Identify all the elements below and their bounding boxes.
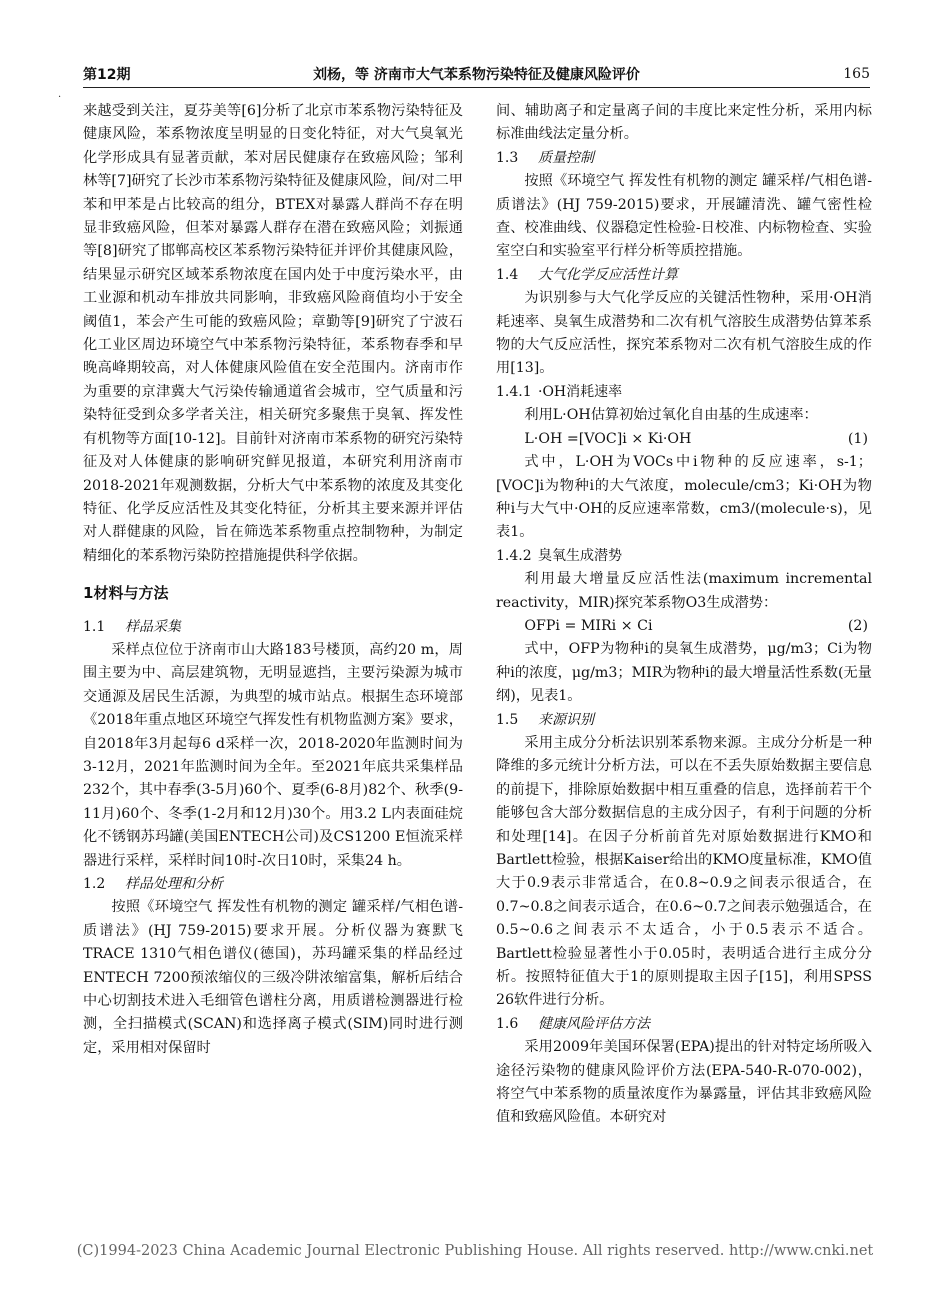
paragraph: 为识别参与大气化学反应的关键活性物种，采用·OH消耗速率、臭氧生成潜势和二次有机气溶胶生成潜势估算苯系物的大气反应活性，探究苯系物对二次有机气溶胶生成的作用[13]。: [496, 290, 872, 377]
heading-text: 材料与方法: [93, 584, 169, 603]
paragraph: 利用L·OH估算初始过氧化自由基的生成速率：: [524, 407, 818, 424]
equation-body: L·OH =[VOC]i × Ki·OH: [524, 430, 692, 447]
subsection-heading: [496, 709, 872, 732]
heading-text: 质量控制: [538, 149, 594, 166]
running-header: [83, 62, 870, 86]
heading-text: ·OH消耗速率: [538, 383, 623, 400]
page-number: 165: [843, 66, 870, 82]
left-column: [83, 100, 463, 1060]
paragraph: 式中，OFP为物种i的臭氧生成潜势，μg/m3；Ci为物种i的浓度，μg/m3；MIR为物种i的最大增量活性系数(无量纲)，见表1。: [496, 641, 872, 705]
equation: [496, 615, 872, 638]
paragraph: 按照《环境空气 挥发性有机物的测定 罐采样/气相色谱-质谱法》(HJ 759-2015)要求开展。分析仪器为赛默飞TRACE 1310气相色谱仪(德国)，苏玛罐采集的样品经过ENTECH 7200预浓缩仪的三级冷阱浓缩富集，解析后结合中心切割技术进入毛细管色谱柱分离，用质谱检测器进行检测，全扫描模式(SCAN)和选择离子模式(SIM)同时进行测定，采用相对保留时: [83, 899, 463, 1056]
paragraph: 式中，L·OH为VOCs中i物种的反应速率，s-1；[VOC]i为物种i的大气浓度，molecule/cm3；Ki·OH为物种i与大气中·OH的反应速率常数，cm3/(molecule·s)，见表1。: [496, 454, 872, 541]
heading-text: 样品处理和分析: [125, 876, 223, 892]
heading-number: 1.4: [496, 266, 519, 283]
paragraph: 按照《环境空气 挥发性有机物的测定 罐采样/气相色谱-质谱法》(HJ 759-2015)要求，开展罐清洗、罐气密性检查、校准曲线、仪器稳定性检验-日校准、内标物检查、实验室空白和实验室平行样分析等质控措施。: [496, 173, 872, 260]
heading-text: 臭氧生成潜势: [538, 547, 622, 564]
heading-number: 1.6: [496, 1015, 519, 1032]
equation-number: (1): [847, 430, 868, 447]
subsection-heading: [83, 616, 463, 639]
header-rule: [83, 87, 870, 88]
heading-number: 1: [83, 584, 94, 603]
equation: [496, 428, 872, 451]
heading-text: 健康风险评估方法: [538, 1015, 650, 1032]
issue-label: 第12期: [83, 67, 131, 83]
heading-number: 1.2: [83, 876, 106, 892]
copyright-footer: (C)1994-2023 China Academic Journal Electronic Publishing House. All rights reserved. http://www.cnki.net: [76, 1243, 874, 1259]
subsection-heading: [496, 264, 872, 287]
margin-dot: ·: [58, 92, 62, 103]
section-heading: [83, 582, 463, 605]
right-column: [496, 100, 872, 1130]
paragraph: 采样点位位于济南市山大路183号楼顶，高约20 m，周围主要为中、高层建筑物，无明显遮挡，主要污染源为城市交通源及居民生活源，为典型的城市站点。根据生态环境部《2018年重点地区环境空气挥发性有机物监测方案》要求，自2018年3月起每6 d采样一次，2018-2020年监测时间为3-12月，2021年监测时间为全年。至2021年底共采集样品232个，其中春季(3-5月)60个、夏季(6-8月)82个、秋季(9-11月)60个、冬季(1-2月和12月)30个。用3.2 L内表面硅烷化不锈钢苏玛罐(美国ENTECH公司)及CS1200 E恒流采样器进行采样，采样时间10时-次日10时，采集24 h。: [83, 641, 463, 869]
subsection-heading: [83, 873, 463, 896]
heading-text: 样品采集: [125, 618, 181, 635]
subsection-heading: [496, 545, 872, 568]
heading-number: 1.4.1: [496, 383, 532, 400]
paragraph: 利用最大增量反应活性法(maximum incremental reactivity，MIR)探究苯系物O3生成潜势：: [496, 571, 872, 611]
running-title: 刘杨，等 济南市大气苯系物污染特征及健康风险评价: [313, 67, 640, 83]
heading-number: 1.1: [83, 618, 106, 635]
heading-number: 1.3: [496, 149, 519, 166]
paragraph: 采用主成分分析法识别苯系物来源。主成分分析是一种降维的多元统计分析方法，可以在不丢失原始数据主要信息的前提下，排除原始数据中相互重叠的信息，选择前若干个能够包含大部分数据信息的主成分因子，有利于问题的分析和处理[14]。在因子分析前首先对原始数据进行KMO和Bartlett检验，根据Kaiser给出的KMO度量标准，KMO值大于0.9表示非常适合，在0.8~0.9之间表示很适合，在0.7~0.8之间表示适合，在0.6~0.7之间表示勉强适合，在0.5~0.6之间表示不太适合，小于0.5表示不适合。Bartlett检验显著性小于0.05时，表明适合进行主成分分析。按照特征值大于1的原则提取主因子[15]，利用SPSS 26软件进行分析。: [496, 734, 872, 1009]
subsection-heading: [496, 381, 872, 404]
heading-text: 大气化学反应活性计算: [538, 266, 678, 283]
subsection-heading: [496, 1013, 872, 1036]
subsection-heading: [496, 147, 872, 170]
paragraph: 间、辅助离子和定量离子间的丰度比来定性分析，采用内标标准曲线法定量分析。: [496, 103, 872, 143]
paragraph: 采用2009年美国环保署(EPA)提出的针对特定场所吸入途径污染物的健康风险评价方法(EPA-540-R-070-002)，将空气中苯系物的质量浓度作为暴露量，评估其非致癌风险值和致癌风险值。本研究对: [496, 1039, 872, 1126]
paragraph: 来越受到关注，夏芬美等[6]分析了北京市苯系物污染特征及健康风险，苯系物浓度呈明显的日变化特征，对大气臭氧光化学形成具有显著贡献，苯对居民健康存在致癌风险；邹利林等[7]研究了长沙市苯系物污染特征及健康风险，间/对二甲苯和甲苯是占比较高的组分，BTEX对暴露人群尚不存在明显非致癌风险，但苯对暴露人群存在潜在致癌风险；刘振通等[8]研究了邯郸高校区苯系物污染特征并评价其健康风险，结果显示研究区域苯系物浓度在国内处于中度污染水平，由工业源和机动车排放共同影响，非致癌风险商值均小于安全阈值1，苯会产生可能的致癌风险；章勤等[9]研究了宁波石化工业区周边环境空气中苯系物污染特征，苯系物春季和早晚高峰期较高，对人体健康风险值在安全范围内。济南市作为重要的京津冀大气污染传输通道省会城市，空气质量和污染特征受到众多学者关注，相关研究多聚焦于臭氧、挥发性有机物等方面[10-12]。目前针对济南市苯系物的研究污染特征及对人体健康的影响研究鲜见报道，本研究利用济南市2018-2021年观测数据，分析大气中苯系物的浓度及其变化特征、化学反应活性及其变化特征，分析其主要来源并评估对人群健康的风险，旨在筛选苯系物重点控制物种，为制定精细化的苯系物污染防控措施提供科学依据。: [83, 103, 463, 564]
heading-number: 1.5: [496, 711, 519, 728]
heading-text: 来源识别: [538, 711, 594, 728]
heading-number: 1.4.2: [496, 547, 532, 564]
equation-number: (2): [847, 617, 868, 634]
equation-body: OFPi = MIRi × Ci: [524, 617, 653, 634]
